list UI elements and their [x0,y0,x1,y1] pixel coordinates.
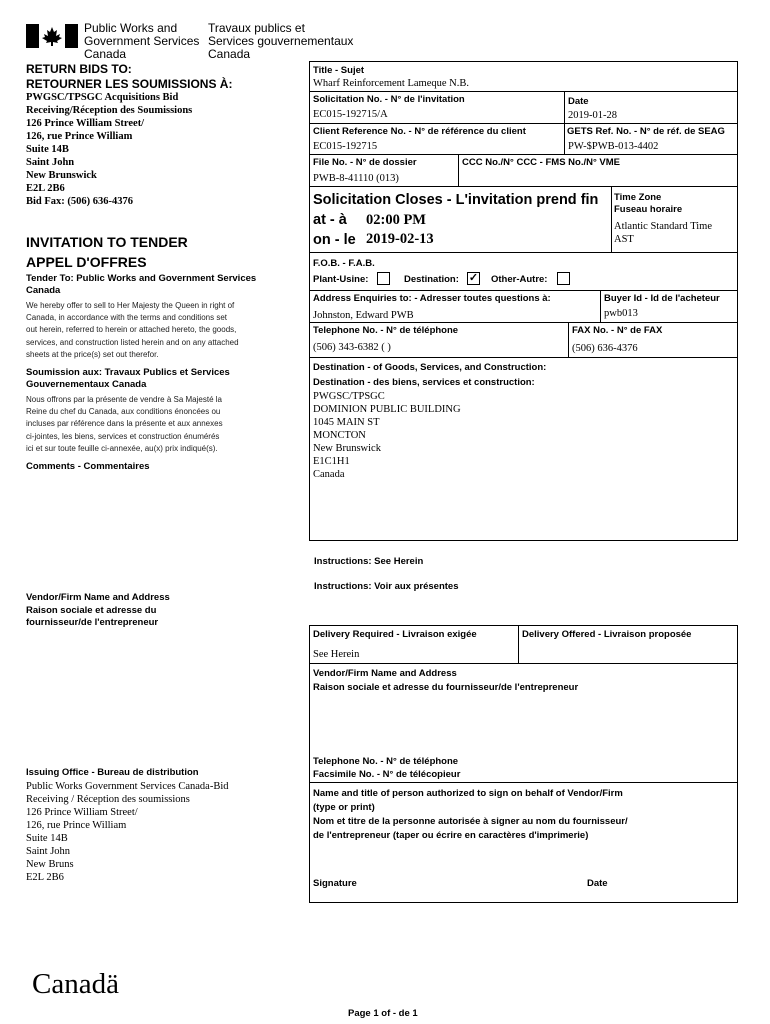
authorized-person-label: Name and title of person authorized to sign on behalf of Vendor/Firm (type or print) Nom et titre de la personne autorisée à signer au nom du fournisseur/ de l'entrepreneur (taper ou écrire en caractères d'imprimerie) [313,788,628,841]
soumission-label: Soumission aux: Travaux Publics et Services Gouvernementaux Canada [26,367,230,390]
maple-leaf-icon [26,24,78,48]
solicitation-label: Solicitation No. - N° de l'invitation [313,94,465,105]
telephone-value: (506) 343-6382 ( ) [313,342,391,353]
client-ref-label: Client Reference No. - N° de référence du client [313,126,526,137]
on-label: on - le [313,232,356,248]
address-enquiries-label: Address Enquiries to: - Adresser toutes questions à: [313,293,551,304]
page-number: Page 1 of - de 1 [348,1008,418,1019]
fax-value: (506) 636-4376 [572,343,638,354]
dept-name-en: Public Works and Government Services Canada [84,21,200,61]
plant-label: Plant-Usine: [313,274,369,285]
checkmark-icon: ✓ [468,272,479,284]
soumission-text: Nous offrons par la présente de vendre à Sa Majesté la Reine du chef du Canada, aux conditions énoncées ou incluses par référence dans la présente et aux annexes ci-jointes, les biens, services et construction énumérés ici et sur toute feuille ci-annexée, au(x) prix indiqué(s). [26,395,223,453]
instructions-en: Instructions: See Herein [314,556,424,567]
on-value: 2019-02-13 [366,231,434,247]
dept-name-fr: Travaux publics et Services gouvernementaux Canada [208,21,354,61]
other-label: Other-Autre: [491,274,548,285]
canada-flag-logo [26,24,78,48]
ccc-label: CCC No./N° CCC - FMS No./N° VME [462,157,621,168]
destination-goods-label: Destination - of Goods, Services, and Construction: Destination - des biens, services et construction: [313,362,547,388]
tender-to-label: Tender To: Public Works and Government Services Canada [26,273,257,296]
invitation-title: INVITATION TO TENDER APPEL D'OFFRES [26,234,188,270]
vendor-name-address-field[interactable] [313,697,733,749]
file-no-label: File No. - N° de dossier [313,157,417,168]
title-label: Title - Sujet [313,65,365,76]
destination-label: Destination: [404,274,459,285]
time-zone-value: Atlantic Standard Time AST [614,221,712,245]
delivery-required-value: See Herein [313,649,360,660]
vendor-box-label: Vendor/Firm Name and Address Raison sociale et adresse du fournisseur/de l'entrepreneur [313,668,579,693]
at-label: at - à [313,212,347,228]
gets-ref-value: PW-$PWB-013-4402 [568,141,659,152]
return-address: PWGSC/TPSGC Acquisitions Bid Receiving/Réception des Soumissions 126 Prince William Street/ 126, rue Prince William Suite 14B Saint John New Brunswick E2L 2B6 Bid Fax: (506) 636-4376 [26,92,193,207]
authorized-person-field[interactable] [313,845,733,871]
at-value: 02:00 PM [366,212,426,228]
delivery-required-label: Delivery Required - Livraison exigée [313,629,477,640]
vendor-label-left: Vendor/Firm Name and Address Raison sociale et adresse du fournisseur/de l'entrepreneur [26,592,170,628]
telephone-label: Telephone No. - N° de téléphone [313,325,459,336]
return-bids-heading: RETURN BIDS TO: RETOURNER LES SOUMISSIONS À: [26,62,233,91]
signature-date-label: Date [587,878,608,889]
fax-label: FAX No. - N° de FAX [572,325,663,336]
issuing-office-address: Public Works Government Services Canada-Bid Receiving / Réception des soumissions 126 Prince William Street/ 126, rue Prince William Suite 14B Saint John New Bruns E2L 2B6 [26,781,229,883]
date-value: 2019-01-28 [568,110,617,121]
instructions-fr: Instructions: Voir aux présentes [314,581,459,592]
destination-goods-value: PWGSC/TPSGC DOMINION PUBLIC BUILDING 1045 MAIN ST MONCTON New Brunswick E1C1H1 Canada [313,391,461,480]
fob-label: F.O.B. - F.A.B. [313,258,375,269]
solicitation-value: EC015-192715/A [313,109,388,120]
delivery-offered-label: Delivery Offered - Livraison proposée [522,629,692,640]
client-ref-value: EC015-192715 [313,141,378,152]
comments-label: Comments - Commentaires [26,461,150,472]
other-checkbox[interactable] [557,272,570,285]
gets-ref-label: GETS Ref. No. - N° de réf. de SEAG [567,126,725,137]
buyer-id-value: pwb013 [604,308,638,319]
date-label: Date [568,96,589,107]
closes-label: Solicitation Closes - L'invitation prend fin [313,192,599,208]
issuing-office-label: Issuing Office - Bureau de distribution [26,767,199,778]
tel-fax-label: Telephone No. - N° de téléphone Facsimile No. - N° de télécopieur [313,756,461,780]
signature-label: Signature [313,878,357,889]
plant-checkbox[interactable] [377,272,390,285]
buyer-id-label: Buyer Id - Id de l'acheteur [604,293,720,304]
canada-wordmark: Canadä [32,968,119,1000]
tender-to-text: We hereby offer to sell to Her Majesty the Queen in right of Canada, in accordance with the terms and conditions set out herein, referred to herein or attached hereto, the goods, services, and construction listed herein and on any attached sheets at the price(s) set out therefor. [26,301,239,359]
time-zone-label: Time Zone Fuseau horaire [614,192,683,215]
title-value: Wharf Reinforcement Lameque N.B. [313,78,469,89]
address-enquiries-value: Johnston, Edward PWB [313,310,414,321]
file-no-value: PWB-8-41110 (013) [313,173,399,184]
destination-checkbox[interactable] [467,272,480,285]
